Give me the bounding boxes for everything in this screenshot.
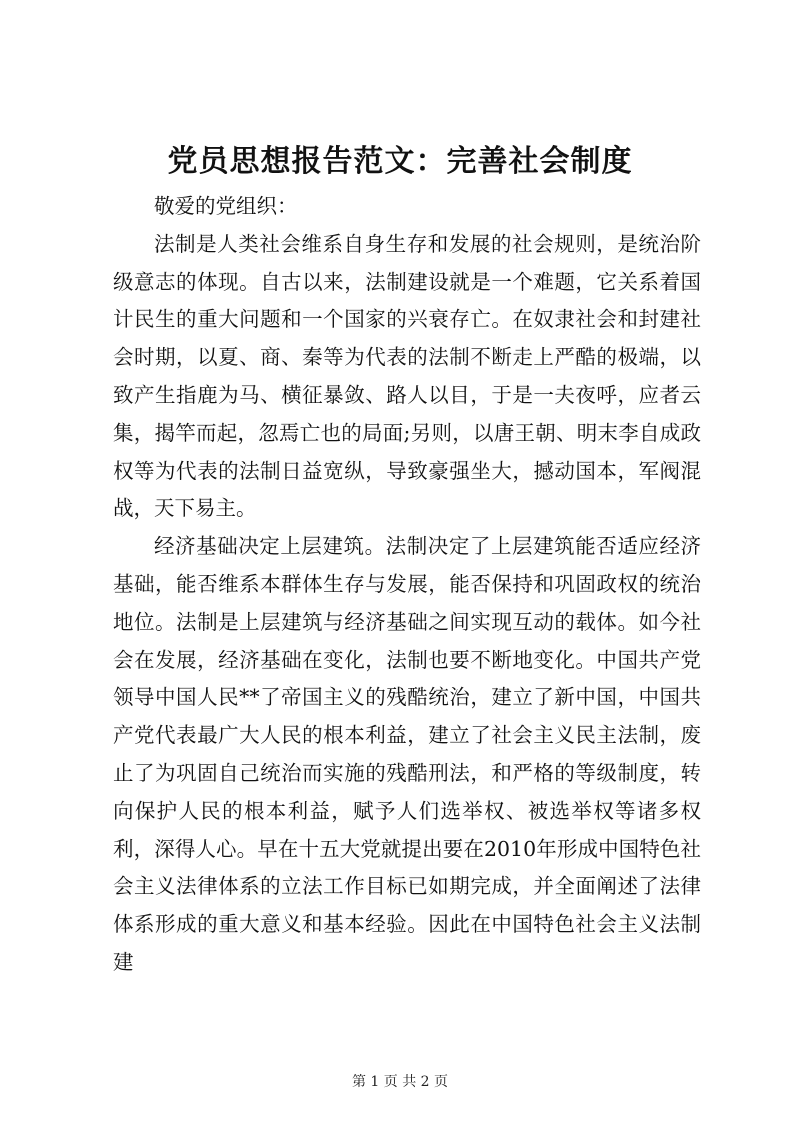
paragraph-2: 经济基础决定上层建筑。法制决定了上层建筑能否适应经济基础，能否维系本群体生存与发展，能否保持和巩固政权的统治地位。法制是上层建筑与经济基础之间实现互动的载体。如今社会在发展，经济基础在变化，法制也要不断地变化。中国共产党领导中国人民**了帝国主义的残酷统治，建立了新中国，中国共产党代表最广大人民的根本利益，建立了社会主义民主法制，废止了为巩固自己统治而实施的残酷刑法，和严格的等级制度，转向保护人民的根本利益，赋予人们选举权、被选举权等诸多权利，深得人心。早在十五大党就提出要在2010年形成中国特色社会主义法律体系的立法工作目标已如期完成，并全面阐述了法律体系形成的重大意义和基本经验。因此在中国特色社会主义法制建 (113, 534, 701, 974)
paragraph-1: 法制是人类社会维系自身生存和发展的社会规则，是统治阶级意志的体现。自古以来，法制建设就是一个难题，它关系着国计民生的重大问题和一个国家的兴衰存亡。在奴隶社会和封建社会时期，以夏、商、秦等为代表的法制不断走上严酷的极端，以致产生指鹿为马、横征暴敛、路人以目，于是一夫夜呼，应者云集，揭竿而起，忽焉亡也的局面;另则，以唐王朝、明末李自成政权等为代表的法制日益宽纵，导致豪强坐大，撼动国本，军阀混战，天下易主。 (113, 231, 701, 521)
document-body (113, 188, 701, 982)
page-footer: 第 1 页 共 2 页 (351, 1074, 449, 1090)
salutation: 敬爱的党组织： (154, 194, 298, 218)
document-title: 党员思想报告范文：完善社会制度 (167, 144, 633, 179)
